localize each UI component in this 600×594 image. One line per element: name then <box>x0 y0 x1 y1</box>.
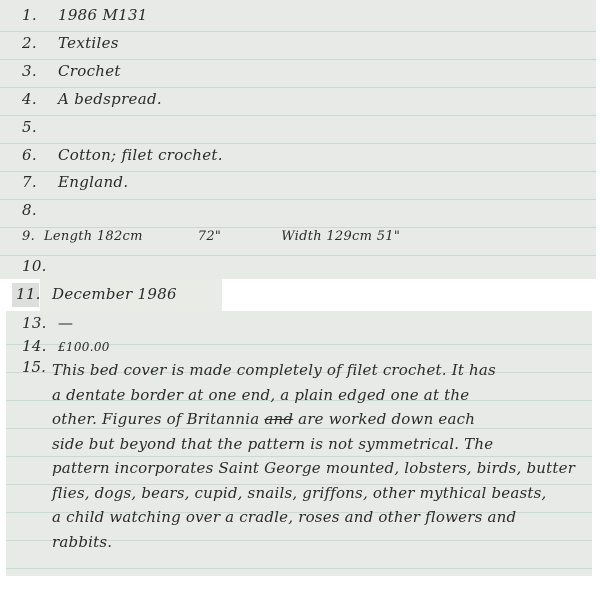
field-number: 4. <box>22 90 37 108</box>
field-number: 10. <box>22 257 47 275</box>
length-value: Length 182cm <box>44 229 143 244</box>
description-line: pattern incorporates Saint George mounted, lobsters, birds, butter <box>52 459 576 477</box>
description-line: a dentate border at one end, a plain edged one at the <box>52 385 470 404</box>
field-value: A bedspread. <box>58 90 162 108</box>
description-line: This bed cover is made completely of filet crochet. It has <box>52 361 496 379</box>
field-number: 9. <box>22 229 36 244</box>
field-number: 8. <box>22 201 37 219</box>
field-number: 13. <box>22 314 47 332</box>
field-number: 6. <box>22 146 37 164</box>
field-1 <box>22 6 148 24</box>
field-number: 1. <box>22 6 37 24</box>
width-value: Width 129cm 51" <box>281 229 401 244</box>
field-value: Cotton; filet crochet. <box>58 146 223 164</box>
field-11 <box>16 285 177 303</box>
field-10 <box>22 257 58 275</box>
field-5 <box>22 118 58 136</box>
field-15-number: 15. <box>22 358 46 376</box>
field-value: Crochet <box>58 62 121 80</box>
field-number: 5. <box>22 118 37 136</box>
field-value: — <box>58 314 74 332</box>
field-6 <box>22 146 223 164</box>
length-inches-value: 72" <box>197 229 222 244</box>
field-2 <box>22 34 119 52</box>
field-4 <box>22 90 162 108</box>
description-line: flies, dogs, bears, cupid, snails, griffons, other mythical beasts, <box>52 483 547 502</box>
field-value: England. <box>58 173 129 191</box>
field-13 <box>22 314 73 332</box>
price-value: £100.00 <box>58 340 110 354</box>
field-value: Textiles <box>58 34 119 52</box>
field-number: 7. <box>22 173 37 191</box>
description-text: are worked down each <box>298 410 476 428</box>
field-3 <box>22 62 121 80</box>
field-value: December 1986 <box>52 285 177 303</box>
description-paragraph <box>52 358 592 554</box>
field-7 <box>22 173 128 191</box>
struck-word: and <box>264 410 294 428</box>
description-line: rabbits. <box>52 532 113 551</box>
field-14 <box>22 337 110 355</box>
description-line: a child watching over a cradle, roses and other flowers and <box>52 508 517 526</box>
field-value: 1986 M131 <box>58 6 148 24</box>
field-8 <box>22 201 58 219</box>
field-9 <box>22 229 400 244</box>
description-line: side but beyond that the pattern is not symmetrical. The <box>52 434 494 453</box>
field-number: 2. <box>22 34 37 52</box>
field-number: 14. <box>22 337 47 355</box>
field-number: 11. <box>16 285 41 303</box>
field-number: 3. <box>22 62 37 80</box>
description-text: other. Figures of Britannia <box>52 410 260 428</box>
description-line <box>52 407 592 432</box>
